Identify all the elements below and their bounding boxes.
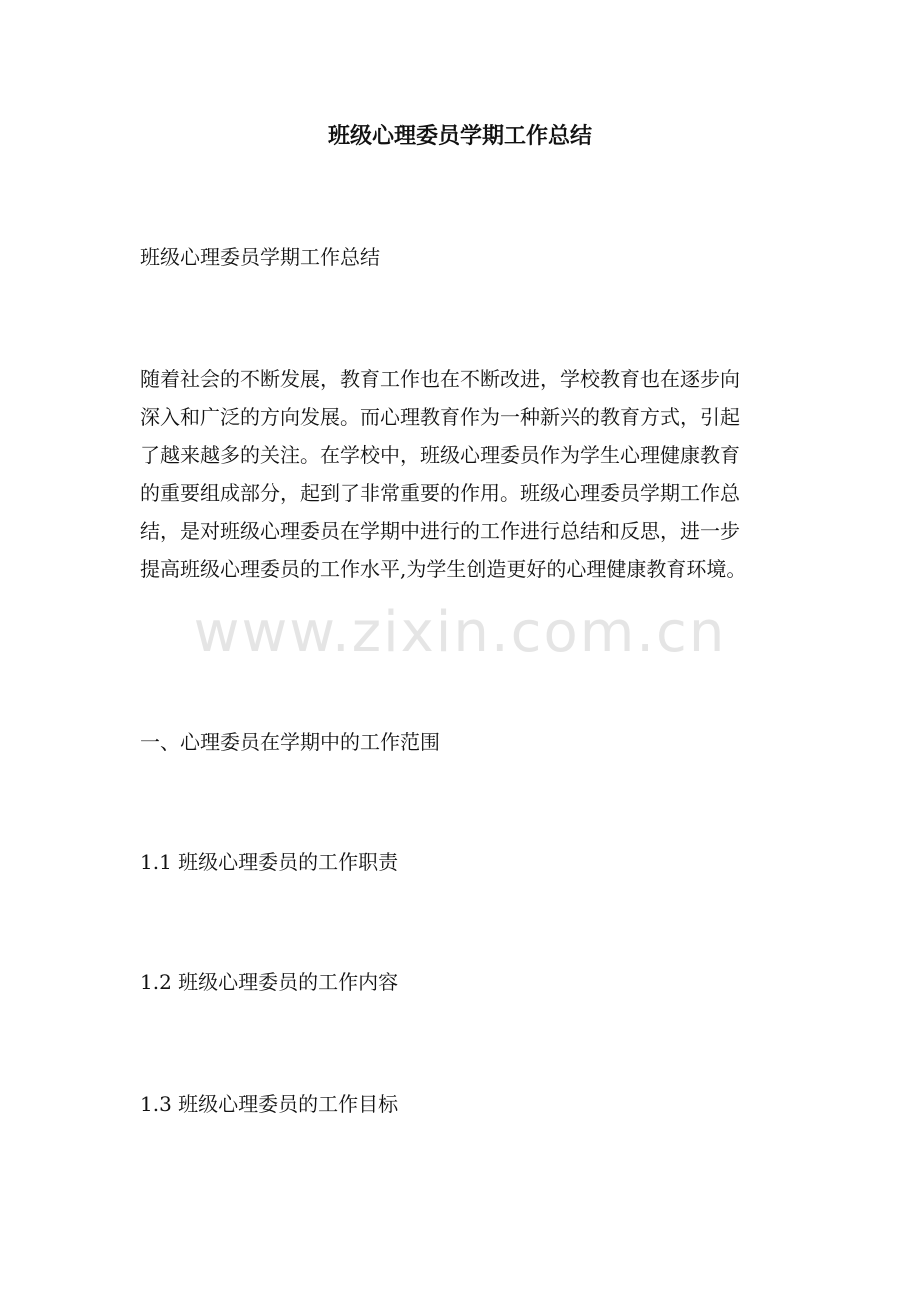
intro-line: 了越来越多的关注。在学校中，班级心理委员作为学生心理健康教育 bbox=[140, 443, 740, 467]
intro-paragraph bbox=[140, 360, 785, 588]
document-subtitle: 班级心理委员学期工作总结 bbox=[140, 245, 380, 269]
intro-line: 结，是对班级心理委员在学期中进行的工作进行总结和反思，进一步 bbox=[140, 519, 740, 543]
subsection-heading-1-2: 1.2 班级心理委员的工作内容 bbox=[140, 970, 399, 994]
subsection-heading-1-3: 1.3 班级心理委员的工作目标 bbox=[140, 1092, 399, 1116]
intro-line: 提高班级心理委员的工作水平,为学生创造更好的心理健康教育环境。 bbox=[140, 557, 747, 581]
intro-line: 随着社会的不断发展，教育工作也在不断改进，学校教育也在逐步向 bbox=[140, 367, 740, 391]
subsection-heading-1-1: 1.1 班级心理委员的工作职责 bbox=[140, 850, 399, 874]
intro-line: 深入和广泛的方向发展。而心理教育作为一种新兴的教育方式，引起 bbox=[140, 405, 740, 429]
intro-line: 的重要组成部分，起到了非常重要的作用。班级心理委员学期工作总 bbox=[140, 481, 740, 505]
section-heading-1: 一、心理委员在学期中的工作范围 bbox=[140, 730, 440, 754]
watermark-text: www.zixin.com.cn bbox=[193, 600, 727, 665]
document-title: 班级心理委员学期工作总结 bbox=[327, 123, 592, 149]
